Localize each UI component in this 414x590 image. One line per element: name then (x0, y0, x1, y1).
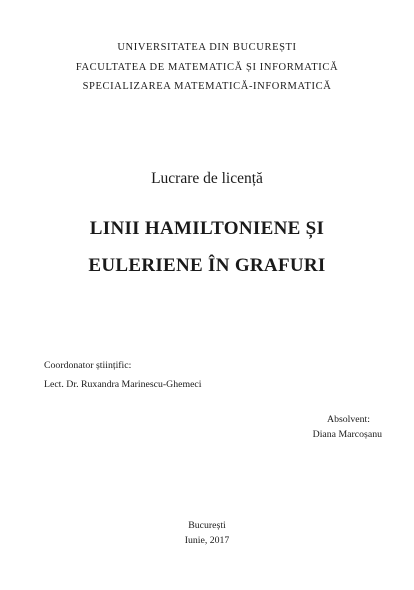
city: București (188, 520, 226, 531)
graduate-name: Diana Marcoșanu (312, 429, 382, 440)
specialization-name: SPECIALIZAREA MATEMATICĂ-INFORMATICĂ (82, 81, 332, 92)
faculty-name: FACULTATEA DE MATEMATICĂ ȘI INFORMATICĂ (75, 62, 339, 73)
date: Iunie, 2017 (184, 535, 230, 546)
coordinator-name: Lect. Dr. Ruxandra Marinescu-Ghemeci (44, 379, 202, 390)
thesis-title-line-2: EULERIENE ÎN GRAFURI (88, 255, 326, 276)
coordinator-label: Coordonator științific: (44, 360, 132, 371)
university-name: UNIVERSITATEA DIN BUCUREȘTI (117, 42, 297, 53)
thesis-title-line-1: LINII HAMILTONIENE ȘI (89, 218, 325, 239)
graduate-label: Absolvent: (327, 414, 370, 425)
thesis-type: Lucrare de licență (151, 170, 263, 187)
